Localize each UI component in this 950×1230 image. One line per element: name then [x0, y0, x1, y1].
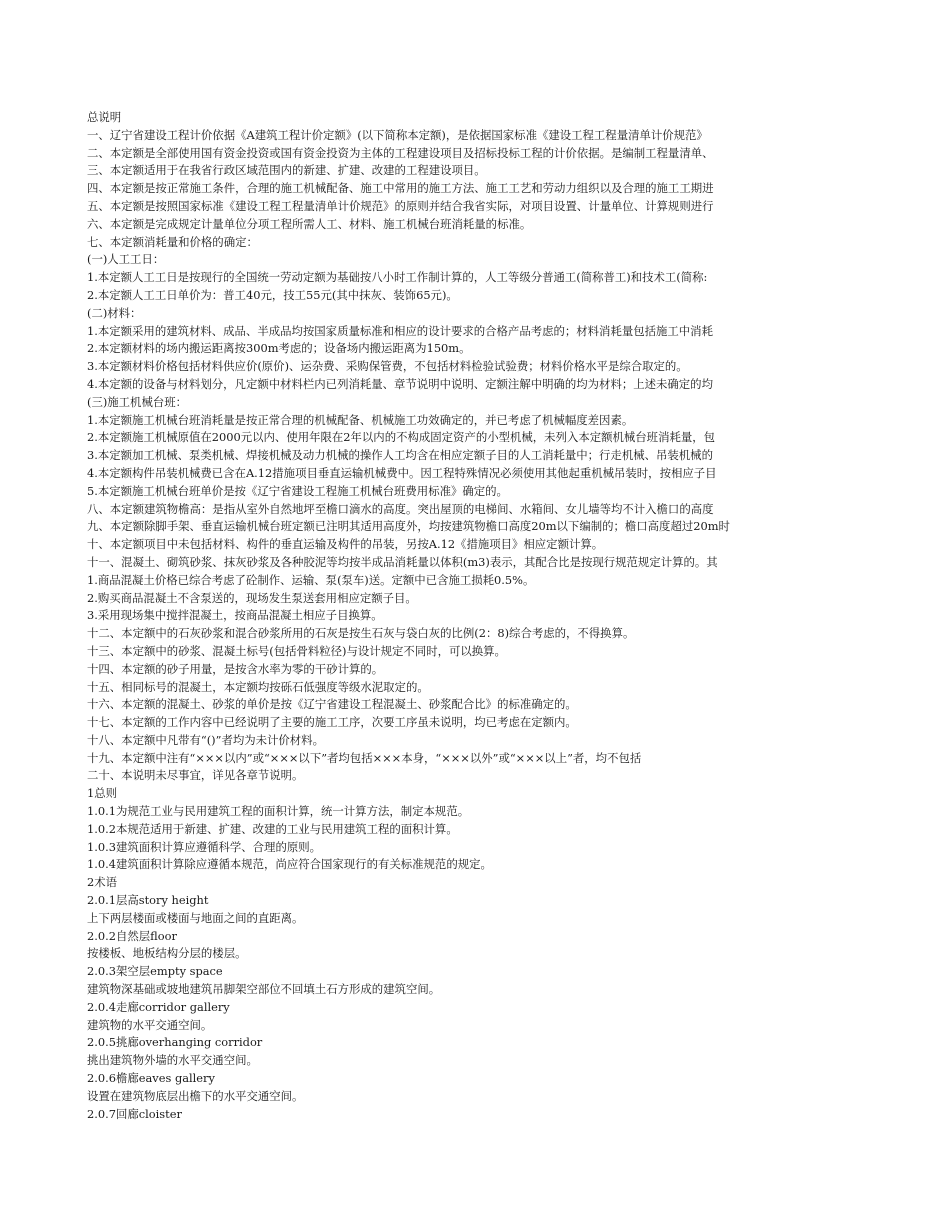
text-line: 2.0.5挑廊overhanging corridor [87, 1035, 263, 1050]
text-line: (一)人工工日： [87, 252, 165, 267]
text-line: 1.本定额人工工日是按现行的全国统一劳动定额为基础按八小时工作制计算的，人工等级分普通工(简称普工)和技术工(简称: [87, 270, 708, 285]
text-line: 七、本定额消耗量和价格的确定： [87, 234, 258, 249]
text-line: 上下两层楼面或楼面与地面之间的直距离。 [87, 910, 304, 925]
text-line: 3.本定额材料价格包括材料供应价(原价)、运杂费、采购保管费，不包括材料检验试验费；材料价格水平是综合取定的。 [87, 359, 688, 374]
text-line: 1.0.4建筑面积计算除应遵循本规范，尚应符合国家现行的有关标准规范的规定。 [87, 857, 492, 872]
text-line: 2.0.4走廊corridor gallery [87, 999, 230, 1014]
text-line: 十八、本定额中凡带有“()”者均为未计价材料。 [87, 732, 324, 747]
text-line: 九、本定额除脚手架、垂直运输机械台班定额已注明其适用高度外，均按建筑物檐口高度20m以下编制的；檐口高度超过20m时 [87, 519, 730, 534]
text-line: 2.0.3架空层empty space [87, 964, 223, 979]
text-line: 建筑物的水平交通空间。 [87, 1017, 213, 1032]
text-line: 4.本定额的设备与材料划分，凡定额中材料栏内已列消耗量、章节说明中说明、定额注解中明确的均为材料；上述未确定的均 [87, 376, 713, 391]
text-line: 3.本定额加工机械、泵类机械、焊接机械及动力机械的操作人工均含在相应定额子目的人工消耗量中；行走机械、吊装机械的 [87, 448, 713, 463]
document-body [87, 109, 937, 1123]
text-line: 1.本定额采用的建筑材料、成品、半成品均按国家质量标准和相应的设计要求的合格产品考虑的；材料消耗量包括施工中消耗 [87, 323, 713, 338]
text-line: 2.购买商品混凝土不含泵送的，现场发生泵送套用相应定额子目。 [87, 590, 417, 605]
text-line: 1.本定额施工机械台班消耗量是按正常合理的机械配备、机械施工功效确定的，并已考虑了机械幅度差因素。 [87, 412, 634, 427]
text-line: 2.0.6檐廊eaves gallery [87, 1071, 215, 1086]
text-line: 3.采用现场集中搅拌混凝土，按商品混凝土相应子目换算。 [87, 608, 383, 623]
text-line: 2.本定额人工工日单价为：普工40元，技工55元(其中抹灰、装饰65元)。 [87, 287, 458, 302]
text-line: 六、本定额是完成规定计量单位分项工程所需人工、材料、施工机械台班消耗量的标准。 [87, 216, 532, 231]
text-line: (三)施工机械台班： [87, 394, 188, 409]
text-line: 五、本定额是按照国家标准《建设工程工程量清单计价规范》的原则并结合我省实际，对项目设置、计量单位、计算规则进行 [87, 198, 714, 213]
text-line: 2.本定额施工机械原值在2000元以内、使用年限在2年以内的不构成固定资产的小型机械，未列入本定额机械台班消耗量，包 [87, 430, 716, 445]
text-line: 十、本定额项目中未包括材料、构件的垂直运输及构件的吊装，另按A.12《措施项目》相应定额计算。 [87, 537, 604, 552]
text-line: (二)材料： [87, 305, 142, 320]
text-line: 设置在建筑物底层出檐下的水平交通空间。 [87, 1088, 304, 1103]
text-line: 2术语 [87, 875, 118, 890]
text-line: 按楼板、地板结构分层的楼层。 [87, 946, 247, 961]
text-line: 1.0.3建筑面积计算应遵循科学、合理的原则。 [87, 839, 322, 854]
text-line: 1总则 [87, 786, 118, 801]
text-line: 2.0.2自然层floor [87, 928, 177, 943]
text-line: 1.0.1为规范工业与民用建筑工程的面积计算，统一计算方法，制定本规范。 [87, 804, 470, 819]
text-line: 十四、本定额的砂子用量，是按含水率为零的干砂计算的。 [87, 661, 384, 676]
text-line: 八、本定额建筑物檐高：是指从室外自然地坪至檐口滴水的高度。突出屋顶的电梯间、水箱间、女儿墙等均不计入檐口的高度 [87, 501, 714, 516]
text-line: 2.0.1层高story height [87, 893, 209, 908]
text-line: 十二、本定额中的石灰砂浆和混合砂浆所用的石灰是按生石灰与袋白灰的比例(2：8)综合考虑的，不得换算。 [87, 626, 635, 641]
text-line: 总说明 [87, 110, 122, 124]
text-line: 2.本定额材料的场内搬运距离按300m考虑的；设备场内搬运距离为150m。 [87, 341, 471, 356]
text-line: 十五、相同标号的混凝土，本定额均按砾石低强度等级水泥取定的。 [87, 679, 429, 694]
text-line: 4.本定额构件吊装机械费已含在A.12措施项目垂直运输机械费中。因工程特殊情况必须使用其他起重机械吊装时，按相应子目 [87, 465, 717, 480]
text-line: 十七、本定额的工作内容中已经说明了主要的施工工序，次要工序虽未说明，均已考虑在定额内。 [87, 715, 577, 730]
text-line: 1.商品混凝土价格已综合考虑了砼制作、运输、泵(泵车)送。定额中已含施工损耗0.5%。 [87, 572, 535, 587]
text-line: 十六、本定额的混凝土、砂浆的单价是按《辽宁省建设工程混凝土、砂浆配合比》的标准确定的。 [87, 697, 577, 712]
text-line: 十九、本定额中注有“×××以内”或“×××以下”者均包括×××本身，“×××以外”或“×××以上”者，均不包括 [87, 750, 642, 765]
text-line: 挑出建筑物外墙的水平交通空间。 [87, 1053, 258, 1068]
text-line: 二十、本说明未尽事宜，详见各章节说明。 [87, 768, 304, 783]
text-line: 建筑物深基础或坡地建筑吊脚架空部位不回填土石方形成的建筑空间。 [87, 982, 441, 997]
text-line: 三、本定额适用于在我省行政区域范围内的新建、扩建、改建的工程建设项目。 [87, 163, 486, 178]
text-line: 二、本定额是全部使用国有资金投资或国有资金投资为主体的工程建设项目及招标投标工程的计价依据。是编制工程量清单、 [87, 145, 714, 160]
text-line: 5.本定额施工机械台班单价是按《辽宁省建设工程施工机械台班费用标准》确定的。 [87, 483, 508, 498]
text-line: 十一、混凝土、砌筑砂浆、抹灰砂浆及各种胶泥等均按半成品消耗量以体积(m3)表示，其配合比是按现行规范规定计算的。其 [87, 554, 718, 569]
text-line: 2.0.7回廊cloister [87, 1106, 182, 1121]
text-line: 四、本定额是按正常施工条件，合理的施工机械配备、施工中常用的施工方法、施工工艺和劳动力组织以及合理的施工工期进 [87, 181, 714, 196]
text-line: 十三、本定额中的砂浆、混凝土标号(包括骨料粒径)与设计规定不同时，可以换算。 [87, 643, 506, 658]
text-line: 一、辽宁省建设工程计价依据《A建筑工程计价定额》(以下简称本定额)，是依据国家标准《建设工程工程量清单计价规范》 [87, 127, 708, 142]
text-line: 1.0.2本规范适用于新建、扩建、改建的工业与民用建筑工程的面积计算。 [87, 821, 458, 836]
